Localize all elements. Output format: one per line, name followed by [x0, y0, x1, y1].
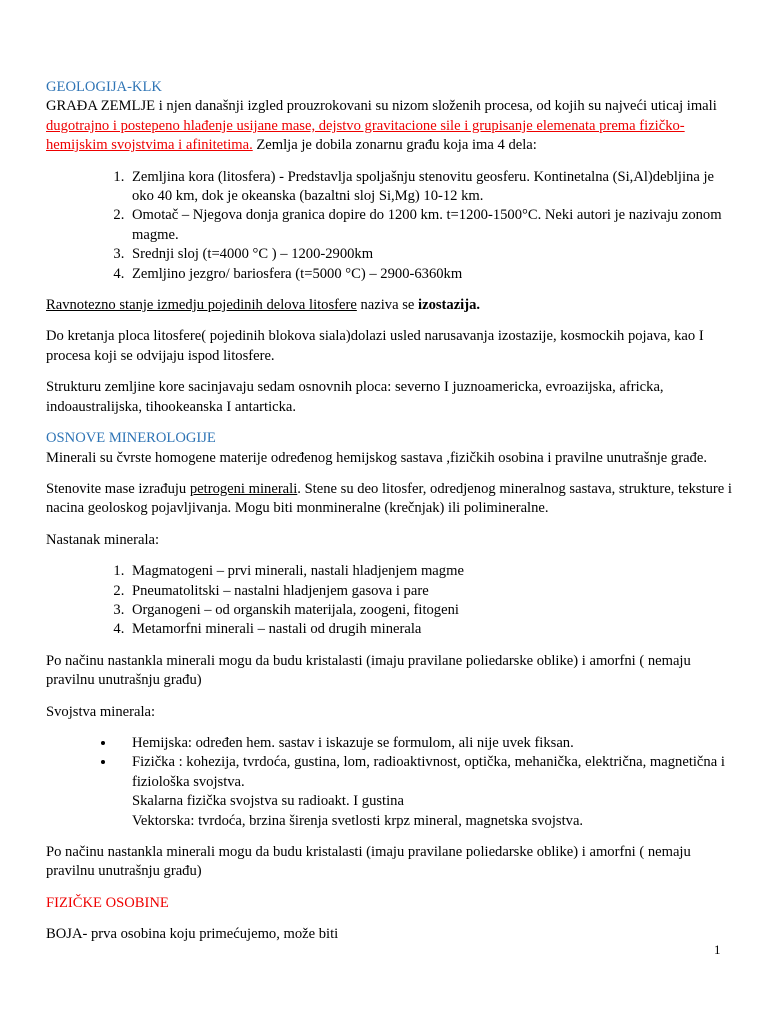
minerals-definition: Minerali su čvrste homogene materije određenog hemijskog sastava ,fizičkih osobina i pravilne unutrašnje građe.	[46, 449, 707, 466]
intro-highlight: dugotrajno i postepeno hlađenje usijane mase, dejstvo gravitacione sile i grupisanje elemenata prema fizičko-hemijskim svojstvima i afinitetima.	[46, 117, 685, 154]
earth-layers-list	[46, 168, 736, 284]
list-item: 3. Srednji sloj (t=4000 °C ) – 1200-2900km	[128, 245, 736, 264]
scalar-properties: Skalarna fizička svojstva su radioakt. I gustina	[132, 793, 404, 810]
rocks-text: Stenovite mase izrađuju	[46, 480, 190, 497]
document-body	[46, 78, 736, 957]
color-paragraph: BOJA- prva osobina koju primećujemo, može biti	[46, 926, 339, 943]
list-item	[116, 753, 736, 831]
plates-movement-paragraph: Do kretanja ploca litosfere( pojedinih blokova siala)dolazi usled narusavanja izostazije, kosmockih pojava, kao I procesa koji se odvijaju ispod litosfere.	[46, 328, 704, 364]
list-item: 2. Pneumatolitski – nastalni hladjenjem gasova i pare	[128, 582, 736, 601]
rocks-underlined: petrogeni minerali	[189, 480, 298, 497]
physical-properties: Fizička : kohezija, tvrdoća, gustina, lom, radioaktivnost, optička, mehanička, električna, magnetična i fiziološka svojstva.	[132, 754, 725, 790]
formation-label: Nastanak minerala:	[46, 531, 160, 548]
vector-properties: Vektorska: tvrdoća, brzina širenja svetlosti krpz mineral, magnetska svojstva.	[132, 812, 584, 829]
isostasy-paragraph	[46, 296, 736, 315]
intro-text: GRAĐA ZEMLJE i njen današnji izgled prouzrokovani su nizom složenih procesa, od kojih su najveći uticaj imali	[46, 98, 717, 115]
formation-list	[46, 562, 736, 640]
isostasy-middle: naziva se	[356, 297, 419, 314]
isostasy-term: izostazija.	[418, 297, 481, 314]
list-item: 4. Zemljino jezgro/ bariosfera (t=5000 °C) – 2900-6360km	[128, 265, 736, 284]
intro-paragraph	[46, 97, 736, 155]
intro-text-end: Zemlja je dobila zonarnu građu koja ima 4 dela:	[252, 137, 537, 154]
page-number: 1	[714, 942, 721, 957]
plates-structure-paragraph: Strukturu zemljine kore sacinjavaju sedam osnovnih ploca: severno I juznoamericka, evroazijska, africka, indoaustralijska, tihookeanska I antarticka.	[46, 379, 664, 415]
list-item: 4. Metamorfni minerali – nastali od drugih minerala	[128, 620, 736, 639]
properties-label: Svojstva minerala:	[46, 703, 156, 720]
crystalline-paragraph-repeat: Po načinu nastankla minerali mogu da budu kristalasti (imaju pravilane poliedarske oblike) i amorfni ( nemaju pravilnu unutrašnju građu)	[46, 844, 691, 880]
mineralogy-heading: OSNOVE MINEROLOGIJE	[46, 430, 216, 447]
list-item: 3. Organogeni – od organskih materijala, zoogeni, fitogeni	[128, 601, 736, 620]
document-title: GEOLOGIJA-KLK	[46, 79, 162, 95]
list-item: 1. Magmatogeni – prvi minerali, nastali hladjenjem magme	[128, 562, 736, 581]
isostasy-underlined: Ravnotezno stanje izmedju pojedinih delova litosfere	[46, 297, 357, 314]
list-item: 1. Zemljina kora (litosfera) - Predstavlja spoljašnju stenovitu geosferu. Kontinetalna (Si,Al)debljina je oko 40 km, dok je okeanska (bazaltni sloj Si,Mg) 10-12 km.	[128, 168, 736, 207]
properties-list	[46, 734, 736, 831]
crystalline-paragraph: Po načinu nastankla minerali mogu da budu kristalasti (imaju pravilane poliedarske oblike) i amorfni ( nemaju pravilnu unutrašnju građu)	[46, 652, 691, 689]
rocks-text-end: . Stene su deo litosfer, odredjenog mineralnog sastava, strukture, teksture i nacina geoloskog pojavljivanja. Mogu biti monmineralne (krečnjak) ili polimineralne.	[46, 480, 732, 517]
rocks-paragraph	[46, 480, 736, 519]
list-item: • Hemijska: određen hem. sastav i iskazuje se formulom, ali nije uvek fiksan.	[116, 734, 736, 753]
list-item: 2. Omotač – Njegova donja granica dopire do 1200 km. t=1200-1500°C. Neki autori je nazivaju zonom magme.	[128, 206, 736, 245]
physical-heading: FIZIČKE OSOBINE	[46, 894, 169, 911]
